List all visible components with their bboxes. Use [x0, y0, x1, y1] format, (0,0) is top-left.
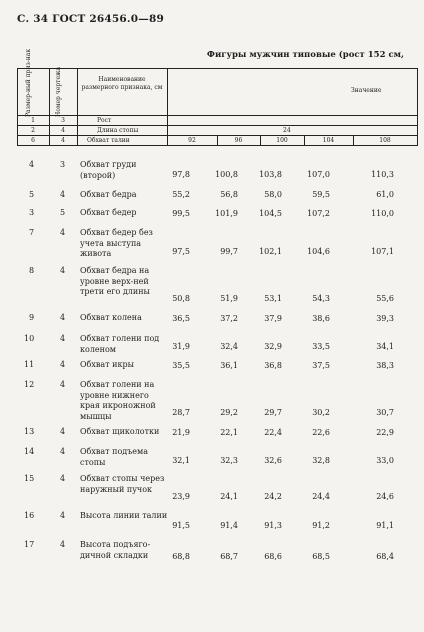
head-col4: Значение [351, 87, 382, 94]
rule [17, 68, 18, 146]
row-value: 28,7 [172, 408, 190, 417]
page-header-left: С. 34 ГОСТ 26456.0—89 [17, 13, 164, 25]
row-value: 33,5 [312, 342, 330, 351]
row-value: 97,5 [172, 247, 190, 256]
fixed-row-3-n1: 6 [31, 137, 35, 144]
row-name: Обхват груди (второй) [80, 160, 137, 180]
row-value: 22,9 [376, 428, 394, 437]
row-feature-number: 8 [29, 266, 35, 275]
row-value: 68,4 [376, 552, 394, 561]
row-value: 37,2 [220, 314, 238, 323]
row-drawing-number: 4 [60, 380, 66, 389]
row-value: 22,1 [220, 428, 238, 437]
row-name: Обхват подъема стопы [80, 447, 149, 467]
row-value: 107,0 [307, 170, 330, 179]
row-value: 99,5 [172, 209, 190, 218]
row-drawing-number: 4 [60, 190, 66, 199]
row-name: Обхват бедра [80, 190, 137, 199]
row-value: 58,0 [264, 190, 282, 199]
row-value: 101,9 [215, 209, 238, 218]
row-value: 104,5 [259, 209, 282, 218]
row-name: Высота подъяго-дичной складки [80, 540, 151, 560]
page-header-right: Фигуры мужчин типовые (рост 152 см, [206, 50, 404, 60]
row-value: 36,5 [172, 314, 190, 323]
row-value: 32,3 [220, 456, 238, 465]
row-name: Обхват бедер [80, 208, 137, 217]
row-value: 91,5 [172, 521, 190, 530]
waist-value: 108 [379, 137, 391, 144]
rule [417, 68, 418, 146]
row-feature-number: 16 [24, 511, 35, 520]
row-value: 68,7 [220, 552, 238, 561]
row-name: Высота линии талии [80, 511, 168, 520]
row-value: 32,4 [220, 342, 238, 351]
row-name: Обхват стопы через наружный пучок [80, 474, 165, 494]
rule [167, 68, 168, 146]
row-value: 36,1 [220, 361, 238, 370]
row-name: Обхват бедер без учета выступа живота [80, 228, 153, 258]
row-value: 68,5 [312, 552, 330, 561]
row-value: 30,7 [376, 408, 394, 417]
row-drawing-number: 4 [60, 511, 66, 520]
row-value: 32,1 [172, 456, 190, 465]
fixed-row-3-n2: 4 [61, 137, 65, 144]
row-value: 32,8 [312, 456, 330, 465]
row-value: 55,6 [376, 294, 394, 303]
row-value: 103,8 [259, 170, 282, 179]
row-value: 91,1 [376, 521, 394, 530]
row-value: 22,6 [312, 428, 330, 437]
row-drawing-number: 4 [60, 228, 66, 237]
row-value: 100,8 [215, 170, 238, 179]
row-value: 99,7 [220, 247, 238, 256]
row-value: 107,2 [307, 209, 330, 218]
row-value: 37,5 [312, 361, 330, 370]
row-name: Обхват колена [80, 313, 142, 322]
row-value: 29,2 [220, 408, 238, 417]
row-value: 23,9 [172, 492, 190, 501]
row-value: 68,8 [172, 552, 190, 561]
row-value: 68,6 [264, 552, 282, 561]
row-value: 51,9 [220, 294, 238, 303]
row-drawing-number: 4 [60, 447, 66, 456]
row-value: 59,5 [312, 190, 330, 199]
row-drawing-number: 4 [60, 427, 66, 436]
row-value: 33,0 [376, 456, 394, 465]
row-value: 91,2 [312, 521, 330, 530]
row-value: 35,5 [172, 361, 190, 370]
row-feature-number: 12 [24, 380, 35, 389]
row-feature-number: 10 [24, 334, 35, 343]
row-name: Обхват икры [80, 360, 134, 369]
fixed-row-1-n1: 1 [31, 117, 35, 124]
rule [77, 68, 78, 146]
row-value: 38,6 [312, 314, 330, 323]
row-value: 36,8 [264, 361, 282, 370]
row-feature-number: 3 [29, 208, 35, 217]
row-drawing-number: 4 [60, 540, 66, 549]
row-value: 29,7 [264, 408, 282, 417]
row-value: 110,0 [371, 209, 394, 218]
row-feature-number: 9 [29, 313, 35, 322]
row-value: 53,1 [264, 294, 282, 303]
row-value: 32,9 [264, 342, 282, 351]
row-feature-number: 17 [24, 540, 35, 549]
fixed-row-1-n2: 3 [61, 117, 65, 124]
row-value: 104,6 [307, 247, 330, 256]
row-feature-number: 13 [24, 427, 35, 436]
row-value: 39,3 [376, 314, 394, 323]
row-feature-number: 11 [24, 360, 35, 369]
fixed-row-2-name: Длина стопы [97, 127, 139, 134]
row-name: Обхват голени под коленом [80, 334, 160, 354]
row-feature-number: 7 [29, 228, 35, 237]
rule [49, 68, 50, 146]
fixed-row-2-n2: 4 [61, 127, 65, 134]
row-value: 91,3 [264, 521, 282, 530]
row-name: Обхват щиколотки [80, 427, 160, 436]
row-drawing-number: 4 [60, 360, 66, 369]
row-feature-number: 15 [24, 474, 35, 483]
head-col3: Наименование размерного признака, см [81, 76, 163, 91]
row-drawing-number: 3 [60, 160, 66, 169]
fixed-row-3-name: Обхват талии [87, 137, 130, 144]
fixed-row-2-value: 24 [283, 127, 291, 134]
row-feature-number: 5 [29, 190, 35, 199]
row-value: 21,9 [172, 428, 190, 437]
row-value: 24,4 [312, 492, 330, 501]
row-drawing-number: 4 [60, 266, 66, 275]
row-drawing-number: 4 [60, 334, 66, 343]
row-value: 37,9 [264, 314, 282, 323]
row-value: 107,1 [371, 247, 394, 256]
row-name: Обхват бедра на уровне верх-ней трети его длины [80, 266, 150, 296]
row-value: 32,6 [264, 456, 282, 465]
row-value: 50,8 [172, 294, 190, 303]
row-feature-number: 4 [29, 160, 35, 169]
fixed-row-1-name: Рост [97, 117, 112, 124]
row-value: 34,1 [376, 342, 394, 351]
fixed-row-2-n1: 2 [31, 127, 35, 134]
row-value: 102,1 [259, 247, 282, 256]
row-value: 38,3 [376, 361, 394, 370]
row-drawing-number: 4 [60, 474, 66, 483]
waist-value: 104 [322, 137, 335, 144]
waist-value: 96 [234, 137, 243, 144]
row-value: 31,9 [172, 342, 190, 351]
row-value: 24,1 [220, 492, 238, 501]
row-drawing-number: 4 [60, 313, 66, 322]
row-value: 24,2 [264, 492, 282, 501]
row-value: 56,8 [220, 190, 238, 199]
row-value: 97,8 [172, 170, 190, 179]
head-col1: Размер-ный приз-нак [25, 48, 32, 117]
row-value: 24,6 [376, 492, 394, 501]
row-value: 54,3 [312, 294, 330, 303]
row-value: 110,3 [371, 170, 394, 179]
row-value: 22,4 [264, 428, 282, 437]
row-name: Обхват голени на уровне нижнего края икроножной мышцы [80, 380, 156, 421]
row-drawing-number: 5 [60, 208, 66, 217]
row-value: 61,0 [376, 190, 394, 199]
head-col2: Номер чертежа [55, 66, 62, 117]
row-value: 30,2 [312, 408, 330, 417]
row-value: 55,2 [172, 190, 190, 199]
row-value: 91,4 [220, 521, 238, 530]
waist-value: 100 [276, 137, 288, 144]
row-feature-number: 14 [24, 447, 35, 456]
waist-value: 92 [188, 137, 196, 144]
